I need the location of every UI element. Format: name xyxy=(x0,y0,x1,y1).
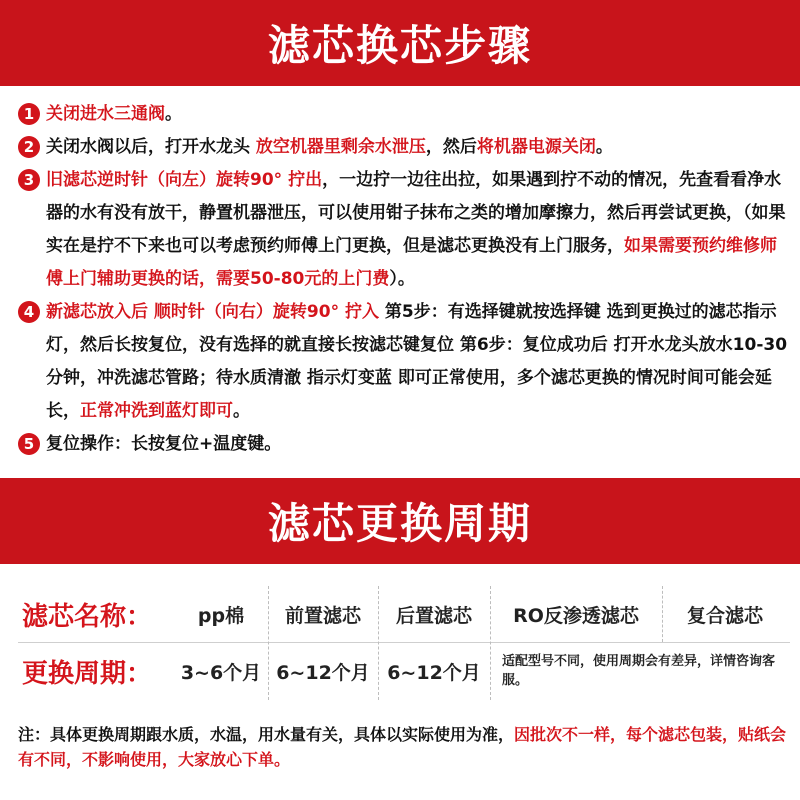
table-row-names xyxy=(18,586,790,643)
step-segment: ，然后 xyxy=(425,137,477,157)
step-highlight: 旧滤芯逆时针（向左）旋转90° 拧出 xyxy=(46,170,323,190)
period-note: 适配型号不同，使用周期会有差异，详情咨询客服。 xyxy=(502,654,776,688)
step-highlight: 将机器电源关闭 xyxy=(476,137,596,157)
filter-name-pp: pp棉 xyxy=(197,604,245,627)
step-segment: 第5步：有选择键就按选择键 选到更换过的滤芯指示灯，然后长按复位，没有选择的就直接长按滤芯键复位 第6步：复位成功后 打开水龙头放水10-30分钟，冲洗滤芯管路；待水质清澈 指示灯变蓝 即可正常使用，多个滤芯更换的情况时间可能会延长， xyxy=(46,302,788,421)
column-divider xyxy=(490,586,491,700)
step-segment: 复位操作：长按复位+温度键。 xyxy=(46,434,282,454)
row-label-periods: 更换周期： xyxy=(22,658,153,689)
column-divider xyxy=(662,586,663,642)
row-label-names: 滤芯名称： xyxy=(22,601,153,632)
steps-title: 滤芯换芯步骤 xyxy=(267,21,532,70)
footnote-text: 注：具体更换周期跟水质，水温，用水量有关，具体以实际使用为准， xyxy=(18,725,515,744)
step-segment: ）。 xyxy=(389,269,415,289)
filter-name-post: 后置滤芯 xyxy=(395,604,472,627)
period-pre: 6~12个月 xyxy=(276,661,370,684)
step-segment: 。 xyxy=(165,104,182,124)
step-text xyxy=(46,164,790,296)
period-post: 6~12个月 xyxy=(387,661,481,684)
step-item xyxy=(18,131,790,164)
cycle-banner xyxy=(0,478,800,564)
column-divider xyxy=(268,586,269,700)
step-highlight: 正常冲洗到蓝灯即可 xyxy=(80,401,233,421)
step-text xyxy=(46,131,790,164)
step-segment: 。 xyxy=(595,137,613,157)
step-segment: 。 xyxy=(233,401,250,421)
step-number-icon: 4 xyxy=(18,301,40,323)
step-highlight: 放空机器里剩余水泄压 xyxy=(255,137,426,157)
step-item xyxy=(18,164,790,296)
step-segment: ，一边拧一边往出拉，如果遇到拧不动的情况，先查看看净水器的水有没有放干，静置机器泄压，可以使用钳子抹布之类的增加摩擦力，然后再尝试更换，（如果实在是拧不下来也可以考虑预约师傅上门更换，但是滤芯更换没有上门服务， xyxy=(46,170,786,256)
filter-name-composite: 复合滤芯 xyxy=(686,604,763,627)
step-item xyxy=(18,98,790,131)
step-text xyxy=(46,98,790,131)
period-pp: 3~6个月 xyxy=(180,661,262,684)
table-row-periods xyxy=(18,643,790,699)
filter-name-ro: RO反渗透滤芯 xyxy=(513,604,639,627)
step-number-icon: 3 xyxy=(18,169,40,191)
cycle-table xyxy=(18,586,790,700)
column-divider xyxy=(378,586,379,700)
step-highlight: 关闭进水三通阀 xyxy=(46,104,165,124)
step-highlight: 新滤芯放入后 顺时针（向右）旋转90° 拧入 xyxy=(46,302,379,322)
step-text xyxy=(46,296,790,428)
footnote-warning: 因批次不一样，每个滤芯包装，贴纸会有不同，不影响使用，大家放心下单。 xyxy=(18,725,787,769)
step-number-icon: 1 xyxy=(18,103,40,125)
steps-banner xyxy=(0,0,800,86)
step-number-icon: 5 xyxy=(18,433,40,455)
step-item xyxy=(18,428,790,461)
filter-name-pre: 前置滤芯 xyxy=(284,604,361,627)
footnote xyxy=(18,722,790,772)
step-segment: 关闭水阀以后，打开水龙头 xyxy=(46,137,256,157)
steps-list xyxy=(18,98,790,461)
step-highlight: 如果需要预约维修师傅上门辅助更换的话，需要50-80元的上门费 xyxy=(46,236,777,289)
step-text xyxy=(46,428,790,461)
step-item xyxy=(18,296,790,428)
step-number-icon: 2 xyxy=(18,136,40,158)
cycle-title: 滤芯更换周期 xyxy=(267,499,532,548)
